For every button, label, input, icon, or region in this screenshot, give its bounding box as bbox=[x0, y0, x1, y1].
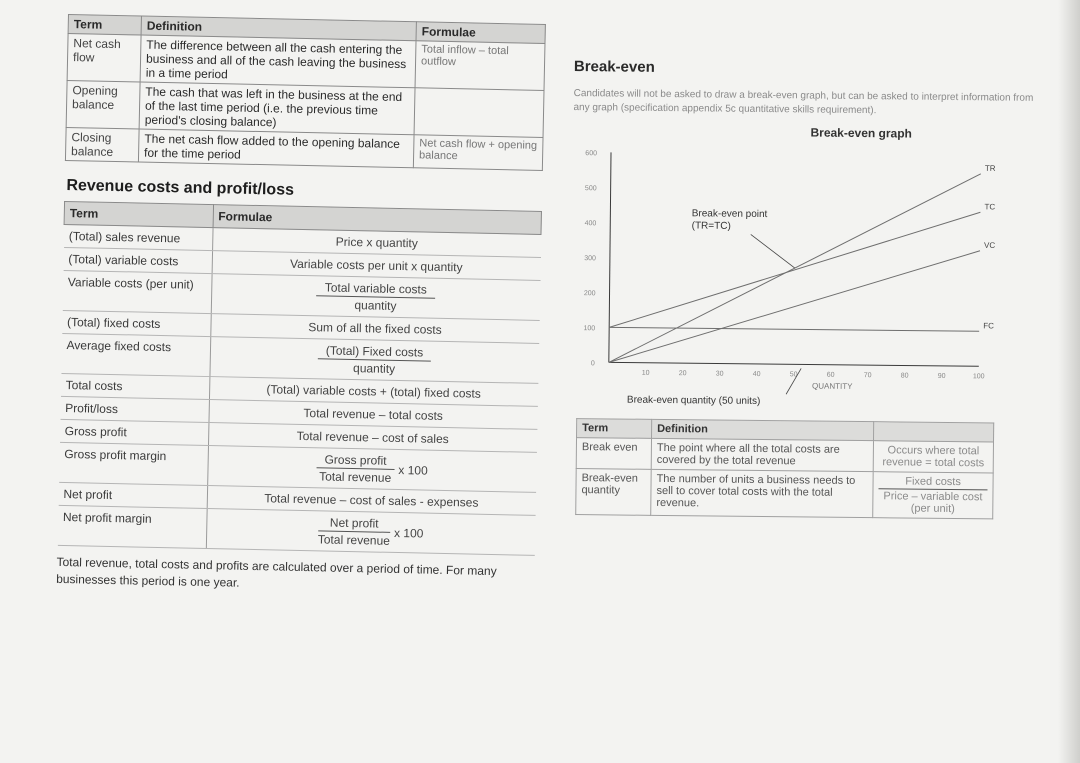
header-definition: Definition bbox=[652, 419, 874, 440]
row-formula: Variable costs per unit x quantity bbox=[212, 251, 541, 281]
y-tick-label: 500 bbox=[584, 185, 597, 193]
series-line-fc bbox=[609, 327, 979, 331]
cash-flow-table bbox=[65, 14, 546, 171]
row-term: Break-even quantity bbox=[576, 469, 651, 516]
x-tick-label: 90 bbox=[937, 372, 946, 380]
row-term: Total costs bbox=[60, 373, 209, 399]
row-formula: Net cash flow + opening balance bbox=[413, 135, 543, 171]
series-lines bbox=[609, 160, 996, 367]
header-term: Term bbox=[64, 201, 213, 227]
header-formulae: Formulae bbox=[416, 22, 545, 44]
x-tick-label: 20 bbox=[678, 370, 687, 378]
fraction-numerator: Fixed costs bbox=[879, 475, 988, 490]
header-formulae: Formulae bbox=[213, 205, 542, 235]
row-term: Variable costs (per unit) bbox=[62, 270, 211, 313]
row-definition: The number of units a business needs to sell to cover total costs with the total revenue. bbox=[651, 469, 873, 517]
fraction-numerator: Gross profit bbox=[316, 452, 394, 470]
y-tick-label: 600 bbox=[585, 150, 598, 158]
break-even-point-label: Break-even point bbox=[691, 208, 768, 221]
row-formula: Occurs where total revenue = total costs bbox=[873, 441, 993, 473]
fraction bbox=[878, 475, 987, 515]
multiplier: x 100 bbox=[393, 525, 424, 541]
row-term: Gross profit bbox=[60, 419, 209, 445]
y-axis bbox=[609, 152, 611, 362]
table-row bbox=[576, 438, 993, 473]
fraction bbox=[317, 343, 431, 376]
x-tick-label: 40 bbox=[752, 370, 761, 378]
fraction-denominator: Total revenue bbox=[319, 469, 392, 485]
row-term: (Total) sales revenue bbox=[64, 224, 213, 250]
row-term: Net cash flow bbox=[67, 34, 141, 83]
fraction-denominator: quantity bbox=[352, 361, 396, 376]
x-tick-labels bbox=[642, 370, 985, 381]
row-formula: Total revenue – cost of sales bbox=[208, 423, 537, 453]
period-note: Total revenue, total costs and profits are calculated over a period of time. For many businesses this period is one year. bbox=[56, 554, 497, 590]
series-line-tc bbox=[609, 208, 980, 331]
row-term: Profit/loss bbox=[60, 396, 209, 422]
break-even-chart bbox=[568, 137, 1011, 412]
series-label-fc: FC bbox=[983, 321, 994, 331]
break-even-quantity-label: Break-even quantity (50 units) bbox=[626, 394, 761, 407]
row-definition: The point where all the total costs are covered by the total revenue bbox=[651, 438, 873, 471]
series-label-vc: VC bbox=[984, 240, 996, 250]
series-line-vc bbox=[609, 247, 980, 366]
header-definition: Definition bbox=[141, 16, 416, 41]
y-tick-label: 400 bbox=[584, 220, 597, 228]
row-term: Gross profit margin bbox=[59, 442, 208, 485]
row-formula bbox=[211, 274, 540, 321]
header-blank bbox=[874, 422, 994, 442]
x-tick-label: 10 bbox=[641, 369, 650, 377]
chart-title: Break-even graph bbox=[810, 125, 912, 141]
row-formula: Price x quantity bbox=[212, 228, 541, 258]
row-formula bbox=[873, 472, 993, 519]
x-tick-label: 70 bbox=[863, 372, 872, 380]
x-axis bbox=[609, 362, 979, 366]
x-tick-label: 100 bbox=[972, 373, 985, 381]
page-spine-shadow bbox=[1058, 0, 1080, 763]
fraction bbox=[316, 280, 435, 313]
left-column bbox=[56, 14, 554, 598]
row-term: Break even bbox=[576, 438, 651, 470]
break-even-intro: Candidates will not be asked to draw a break-even graph, but can be asked to interpret information from any graph (specification appendix 5c quantitative skills requirement). bbox=[573, 88, 1034, 117]
break-even-table bbox=[575, 418, 994, 519]
fraction-denominator: quantity bbox=[354, 298, 397, 313]
fraction-numerator: (Total) Fixed costs bbox=[318, 343, 432, 361]
multiplier: x 100 bbox=[398, 462, 428, 478]
row-formula: Sum of all the fixed costs bbox=[210, 314, 539, 344]
break-even-arrow bbox=[750, 234, 795, 268]
row-formula: Total inflow – total outflow bbox=[415, 41, 545, 91]
row-definition: The cash that was left in the business at the end of the last time period (i.e. the previous time period's closing balance) bbox=[139, 82, 415, 135]
fraction-numerator: Net profit bbox=[318, 515, 390, 533]
y-tick-label: 100 bbox=[583, 325, 596, 333]
row-term: (Total) variable costs bbox=[63, 247, 212, 273]
revenue-heading: Revenue costs and profit/loss bbox=[66, 177, 295, 199]
fraction bbox=[316, 452, 395, 485]
y-tick-label: 300 bbox=[584, 255, 596, 263]
row-formula: Total revenue – cost of sales - expenses bbox=[207, 486, 536, 516]
row-term: Opening balance bbox=[66, 80, 140, 129]
row-formula bbox=[207, 446, 536, 493]
row-formula bbox=[206, 509, 535, 556]
y-tick-label: 200 bbox=[583, 290, 596, 298]
row-term: Net profit margin bbox=[57, 505, 206, 548]
break-even-heading: Break-even bbox=[573, 58, 655, 76]
fraction bbox=[318, 515, 391, 548]
x-tick-label: 80 bbox=[900, 372, 909, 380]
table-row bbox=[576, 469, 993, 519]
series-label-tc: TC bbox=[984, 202, 996, 212]
row-formula bbox=[414, 88, 544, 138]
y-tick-labels bbox=[583, 150, 597, 367]
fraction-denominator: Price – variable cost (per unit) bbox=[883, 490, 983, 516]
x-tick-label: 30 bbox=[715, 370, 724, 378]
row-formula: Total revenue – total costs bbox=[208, 400, 537, 430]
y-tick-label: 0 bbox=[590, 360, 595, 368]
row-term: (Total) fixed costs bbox=[62, 310, 211, 336]
row-formula bbox=[209, 337, 538, 384]
row-term: Net profit bbox=[58, 482, 207, 508]
row-definition: The difference between all the cash entering the business and all of the cash leaving the business in a time period bbox=[140, 35, 416, 88]
right-column bbox=[567, 58, 1042, 520]
x-tick-label: 50 bbox=[789, 371, 798, 379]
break-even-point-sublabel: (TR=TC) bbox=[691, 220, 731, 232]
row-formula: (Total) variable costs + (total) fixed costs bbox=[209, 377, 538, 407]
series-label-tr: TR bbox=[984, 163, 996, 173]
header-term: Term bbox=[68, 15, 141, 36]
row-term: Average fixed costs bbox=[61, 333, 210, 376]
row-term: Closing balance bbox=[65, 127, 139, 162]
row-definition: The net cash flow added to the opening balance for the time period bbox=[138, 129, 414, 168]
header-term: Term bbox=[577, 419, 652, 439]
revenue-table bbox=[57, 201, 542, 556]
x-axis-label: QUANTITY bbox=[812, 381, 853, 391]
fraction-numerator: Total variable costs bbox=[317, 280, 435, 298]
fraction-denominator: Total revenue bbox=[317, 532, 391, 548]
x-tick-label: 60 bbox=[826, 371, 835, 379]
